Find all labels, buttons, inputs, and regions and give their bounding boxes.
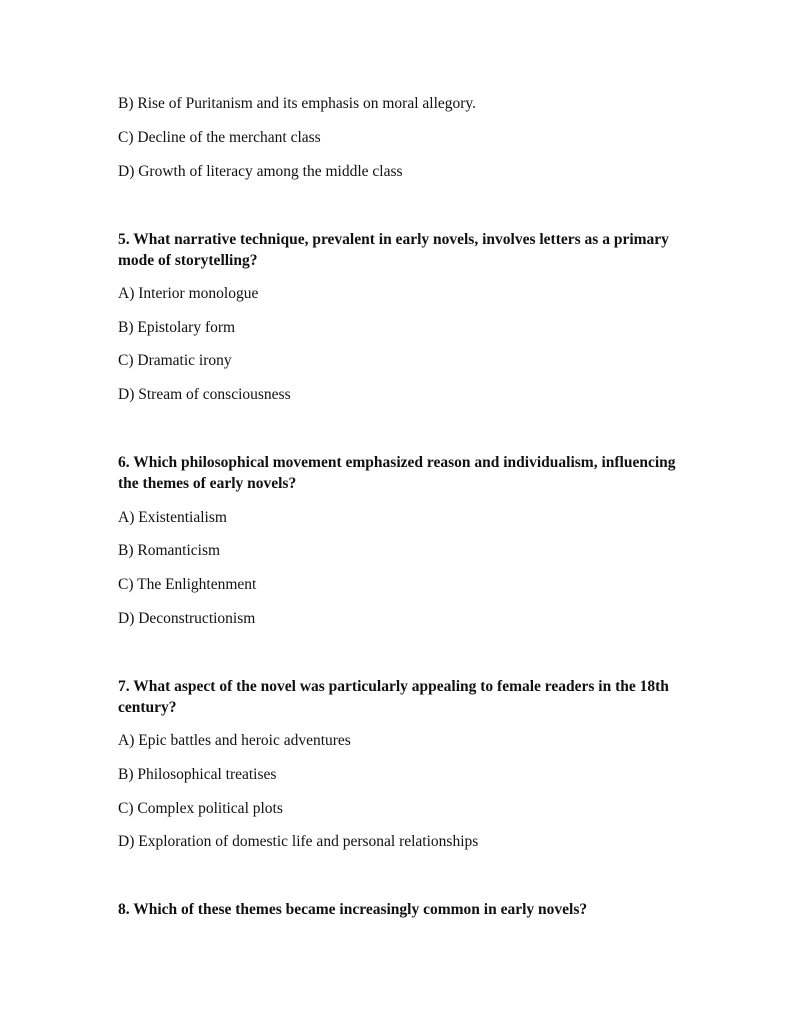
question-5: 5. What narrative technique, prevalent in early novels, involves letters as a primary mode of storytelling? (118, 231, 669, 269)
option-6c: C) The Enlightenment (118, 576, 257, 593)
option-4b: B) Rise of Puritanism and its emphasis on moral allegory. (118, 95, 477, 112)
option-6a: A) Existentialism (118, 509, 227, 526)
question-6: 6. Which philosophical movement emphasized reason and individualism, influencing the themes of early novels? (118, 454, 676, 492)
option-7d: D) Exploration of domestic life and personal relationships (118, 833, 479, 850)
option-7c: C) Complex political plots (118, 800, 283, 817)
option-6b: B) Romanticism (118, 542, 221, 559)
option-5a: A) Interior monologue (118, 285, 259, 302)
option-5d: D) Stream of consciousness (118, 386, 291, 403)
option-5c: C) Dramatic irony (118, 352, 232, 369)
question-8: 8. Which of these themes became increasingly common in early novels? (118, 901, 588, 918)
option-4c: C) Decline of the merchant class (118, 129, 321, 146)
question-7: 7. What aspect of the novel was particularly appealing to female readers in the 18th century? (118, 678, 669, 716)
option-7b: B) Philosophical treatises (118, 766, 277, 783)
option-4d: D) Growth of literacy among the middle class (118, 163, 403, 180)
option-7a: A) Epic battles and heroic adventures (118, 732, 351, 749)
option-6d: D) Deconstructionism (118, 610, 256, 627)
option-5b: B) Epistolary form (118, 319, 236, 336)
